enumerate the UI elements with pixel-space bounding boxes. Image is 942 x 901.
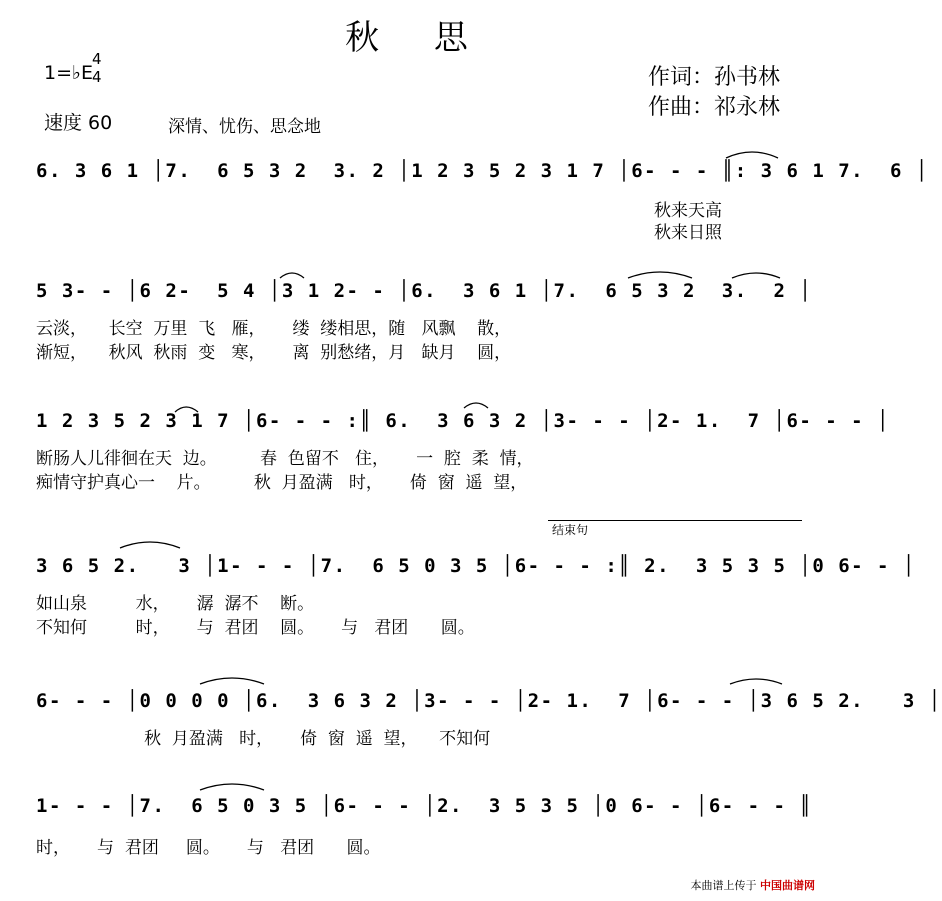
lyric-verse-1: 云淡， 长空 万里 飞 雁， 缕 缕相思，随 风飘 散， <box>36 319 512 339</box>
lyric-verse-1: 时， 与 君团 圆。 与 君团 圆。 <box>36 838 381 858</box>
lyricist: 作词：孙书林 <box>648 65 781 90</box>
notation-line: 5 3- - │6 2- 5 4 │3 1 2- - │6. 3 6 1 │7. 6 5 3 2 3. 2 │ <box>36 280 813 302</box>
ending-marker: 结束句 <box>548 520 802 538</box>
notation-line: 3 6 5 2. 3 │1- - - │7. 6 5 0 3 5 │6- - - :║ 2. 3 5 3 5 │0 6- - │ <box>36 555 916 577</box>
notation-line: 1 2 3 5 2 3 1 7 │6- - - :║ 6. 3 6 3 2 │3- - - │2- 1. 7 │6- - - │ <box>36 410 890 432</box>
page-title: 秋 思 <box>345 18 490 58</box>
site-logo: 中国曲谱网 <box>760 879 815 892</box>
lyric-verse-2: 痴情守护真心一 片。 秋 月盈满 时， 倚 窗 遥 望， <box>36 473 528 493</box>
lyric-verse-1: 如山泉 水， 潺 潺不 断。 <box>36 594 315 614</box>
lyric-verse-1: 秋来天高 <box>654 201 722 221</box>
key-signature: 1=♭E <box>44 62 93 84</box>
expression-marking: 深情、忧伤、思念地 <box>168 117 321 137</box>
lyric-verse-2: 秋来日照 <box>654 223 722 243</box>
time-signature-bottom: 4 <box>92 68 102 86</box>
footer-credit <box>691 877 816 893</box>
notation-line: 6- - - │0 0 0 0 │6. 3 6 3 2 │3- - - │2- 1. 7 │6- - - │3 6 5 2. 3 │ <box>36 690 942 712</box>
footer-upload-text: 本曲谱上传于 <box>690 879 757 892</box>
lyric-verse-2: 渐短， 秋风 秋雨 变 寒， 离 别愁绪，月 缺月 圆， <box>36 343 512 363</box>
lyric-verse-1: 断肠人儿徘徊在天 边。 春 色留不 住， 一 腔 柔 情， <box>36 449 534 469</box>
tempo-marking: 速度 60 <box>44 112 113 134</box>
composer: 作曲：祁永林 <box>648 95 781 120</box>
notation-line: 1- - - │7. 6 5 0 3 5 │6- - - │2. 3 5 3 5 │0 6- - │6- - - ║ <box>36 795 813 817</box>
lyric-verse-1: 秋 月盈满 时， 倚 窗 遥 望， 不知何 <box>36 729 491 749</box>
time-signature-top: 4 <box>92 50 102 68</box>
lyric-verse-2: 不知何 时， 与 君团 圆。 与 君团 圆。 <box>36 618 475 638</box>
notation-line: 6. 3 6 1 │7. 6 5 3 2 3. 2 │1 2 3 5 2 3 1 7 │6- - - ║: 3 6 1 7. 6 │ <box>36 160 929 182</box>
